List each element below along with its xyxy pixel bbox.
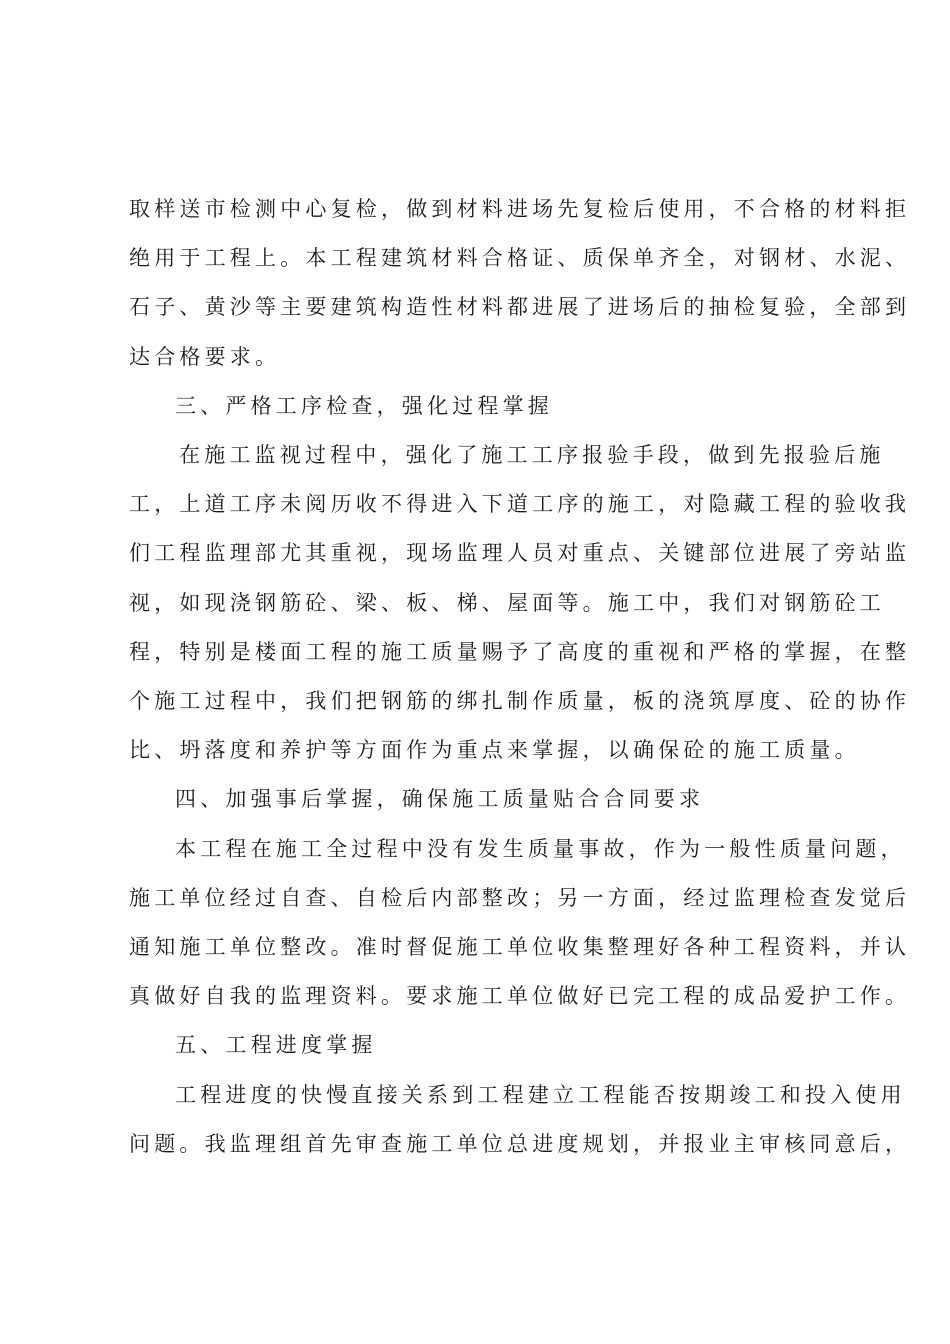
text-line: 比、坍落度和养护等方面作为重点来掌握，以确保砼的施工质量。 <box>129 738 860 763</box>
paragraph-process-control <box>129 431 911 775</box>
text-line: 达合格要求。 <box>129 344 281 369</box>
text-line: 绝用于工程上。本工程建筑材料合格证、质保单齐全，对钢材、水泥、 <box>129 246 911 271</box>
section-heading-3: 三、严格工序检查，强化过程掌握 <box>175 393 553 418</box>
text-line: 工程进度的快慢直接关系到工程建立工程能否按期竣工和投入使用 <box>175 1082 906 1107</box>
text-line: 通知施工单位整改。准时督促施工单位收集整理好各种工程资料，并认 <box>129 935 911 960</box>
text-line: 个施工过程中，我们把钢筋的绑扎制作质量，板的浇筑厚度、砼的协作 <box>129 689 911 714</box>
text-line: 工，上道工序未阅历收不得进入下道工序的施工，对隐藏工程的验收我 <box>129 492 911 517</box>
document-body <box>129 185 911 1169</box>
text-line: 本工程在施工全过程中没有发生质量事故，作为一般性质量问题， <box>175 836 906 861</box>
text-line: 在施工监视过程中，强化了施工工序报验手段，做到先报验后施 <box>179 443 885 468</box>
paragraph-post-control <box>129 825 911 1022</box>
text-line: 真做好自我的监理资料。要求施工单位做好已完工程的成品爱护工作。 <box>129 984 911 1009</box>
section-heading-4: 四、加强事后掌握，确保施工质量贴合合同要求 <box>175 787 705 812</box>
text-line: 程，特别是楼面工程的施工质量赐予了高度的重视和严格的掌握，在整 <box>129 639 911 664</box>
paragraph-material-inspection <box>129 185 911 382</box>
paragraph-schedule-control <box>129 1071 911 1169</box>
text-line: 们工程监理部尤其重视，现场监理人员对重点、关键部位进展了旁站监 <box>129 541 911 566</box>
text-line: 视，如现浇钢筋砼、梁、板、梯、屋面等。施工中，我们对钢筋砼工 <box>129 590 885 615</box>
section-heading-5: 五、工程进度掌握 <box>175 1033 377 1058</box>
text-line: 石子、黄沙等主要建筑构造性材料都进展了进场后的抽检复验，全部到 <box>129 295 911 320</box>
text-line: 施工单位经过自查、自检后内部整改；另一方面，经过监理检查发觉后 <box>129 885 911 910</box>
text-line: 取样送市检测中心复检，做到材料进场先复检后使用，不合格的材料拒 <box>129 197 911 221</box>
text-line: 问题。我监理组首先审查施工单位总进度规划，并报业主审核同意后， <box>129 1131 911 1156</box>
